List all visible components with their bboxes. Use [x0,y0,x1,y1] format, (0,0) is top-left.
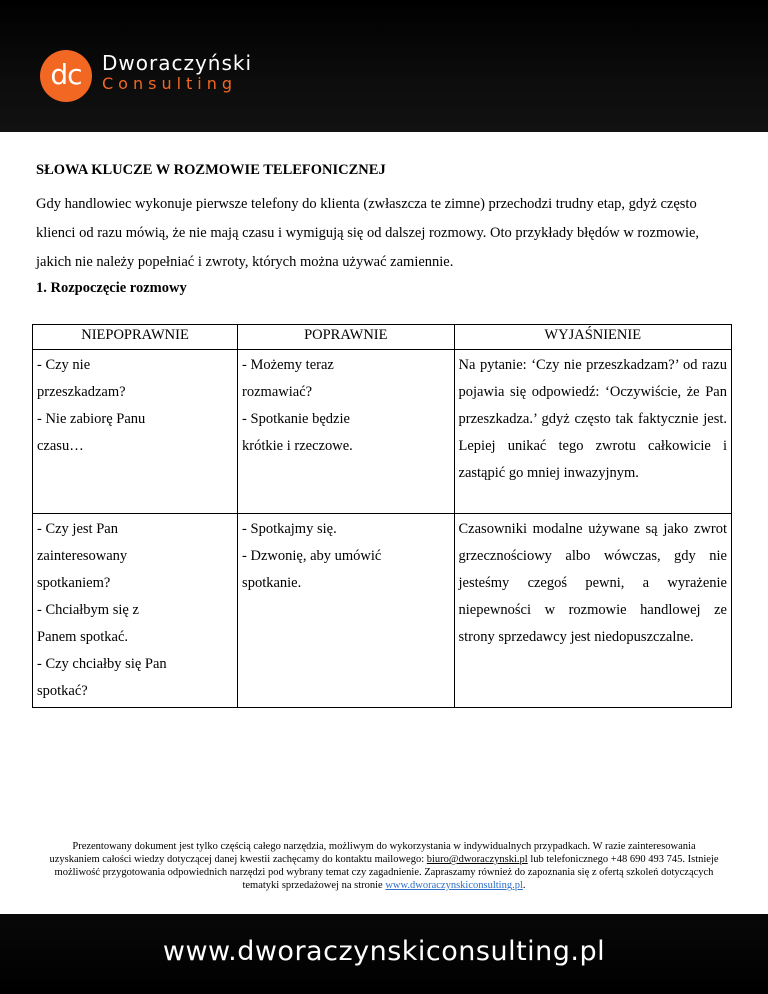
explanation-cell [454,514,731,708]
document-title: SŁOWA KLUCZE W ROZMOWIE TELEFONICZNEJ [36,162,386,178]
cell-line: - Spotkanie będzie [242,411,350,427]
cell-line: rozmawiać? [242,384,313,400]
cell-line: - Czy jest Pan [37,521,118,537]
brand-subtitle: Consulting [102,74,238,93]
wrong-cell [33,350,238,514]
cell-line: - Możemy teraz [242,357,334,373]
cell-line: krótkie i rzeczowe. [242,438,353,454]
section-heading: 1. Rozpoczęcie rozmowy [36,280,187,296]
table-header-row [33,325,732,350]
right-cell [238,350,454,514]
disclaimer-text: Prezentowany dokument jest tylko częścią całego narzędzia, możliwym do wykorzystania w indywidualnych przypadkach. W razie zainteresowania uzyskaniem całości wiedzy dotyczącej danej kwestii zachęcamy do kontaktu mailowego: [49,841,696,865]
explanation-cell [454,350,731,514]
phrases-table [32,324,732,708]
logo-monogram: dc [50,58,82,91]
cell-line: - Spotkajmy się. [242,521,337,537]
cell-line: spotkaniem? [37,575,111,591]
disclaimer-text: lub telefonicznego +48 690 493 745. Istnieje możliwość przygotowania odpowiednich narzędzi pod wybrany temat czy zagadnienie. Zapraszamy również do zapoznania się z ofertą szkoleń dotyczących tematyki sprzedażowej na stronie [54,854,719,891]
cell-line: - Czy chciałby się Pan [37,656,167,672]
cell-line: przeszkadzam? [37,384,126,400]
column-header-right: POPRAWNIE [238,325,454,350]
cell-line: - Czy nie [37,357,91,373]
cell-line: - Nie zabiorę Panu [37,411,146,427]
table-row [33,350,732,514]
wrong-cell [33,514,238,708]
disclaimer-note [48,840,720,892]
explanation-text: Czasowniki modalne używane są jako zwrot grzecznościowy albo wówczas, gdy nie jesteśmy czegoś pewni, a wyrażenie niepewności w rozmowie handlowej ze strony sprzedawcy jest niedopuszczalne. [458,521,727,645]
footer-bar [0,914,768,994]
cell-line: - Chciałbym się z [37,602,139,618]
right-cell [238,514,454,708]
cell-line: czasu… [37,438,84,454]
intro-paragraph: Gdy handlowiec wykonuje pierwsze telefony do klienta (zwłaszcza te zimne) przechodzi trudny etap, gdyż często klienci od razu mówią, że nie mają czasu i wymigują się od dalszej rozmowy. Oto przykłady błędów w rozmowie, jakich nie należy popełniać i zwroty, których można używać zamiennie. [36,196,700,270]
cell-line: - Dzwonię, aby umówić [242,548,382,564]
cell-line: Panem spotkać. [37,629,129,645]
cell-line: spotkanie. [242,575,302,591]
cell-line: zainteresowany [37,548,128,564]
brand-block [102,52,252,94]
website-link[interactable]: www.dworaczynskiconsulting.pl [385,880,523,891]
header-bar [0,0,768,132]
footer-website-url: www.dworaczynskiconsulting.pl [162,936,606,967]
company-logo [40,50,92,102]
email-link[interactable]: biuro@dworaczynski.pl [426,854,528,865]
explanation-text: Na pytanie: ‘Czy nie przeszkadzam?’ od razu pojawia się odpowiedź: ‘Oczywiście, że Pan przeszkadza.’ gdyż często tak faktycznie jest. Lepiej unikać tego zwrotu całkowicie i zastąpić go mniej inwazyjnym. [458,357,727,481]
table-row [33,514,732,708]
column-header-wrong: NIEPOPRAWNIE [33,325,238,350]
brand-name: Dworaczyński [102,51,253,75]
disclaimer-text: . [522,880,526,891]
cell-line: spotkać? [37,683,88,699]
column-header-explanation: WYJAŚNIENIE [454,325,731,350]
